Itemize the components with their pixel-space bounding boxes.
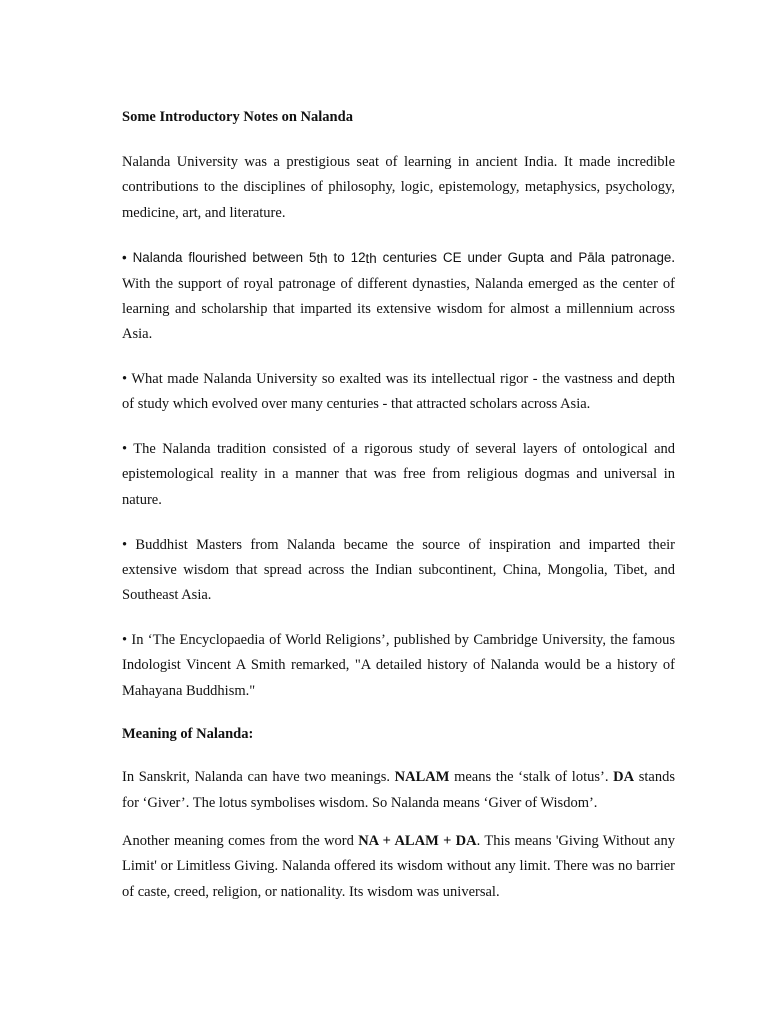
bullet-flourished-patronage: centuries CE under Gupta and Pāla patronage [376,250,672,266]
term-da: DA [613,769,635,786]
meaning-paragraph-2 [122,829,675,905]
meaning2-text-a: Another meaning comes from the word [122,832,359,849]
meaning1-text-b: means the ‘stalk of lotus’. [449,769,614,786]
term-na-alam-da: NA + ALAM + DA [358,832,477,849]
meaning1-text-c: stands for ‘Giver’. The lotus symbolises wisdom. So Nalanda means ‘Giver of Wisdom’. [122,769,675,811]
bullet-flourished-mid: to 12 [327,250,366,266]
intro-paragraph: Nalanda University was a prestigious seat of learning in ancient India. It made incredible contributions to the disciplines of philosophy, logic, epistemology, metaphysics, psychology, medicine, art, and literature. [122,154,675,221]
bullet-flourished [122,245,675,347]
bullet-masters: • Buddhist Masters from Nalanda became the source of inspiration and imparted their extensive wisdom that spread across the Indian subcontinent, China, Mongolia, Tibet, and Southeast Asia. [122,536,675,604]
superscript-th: th [365,251,377,267]
document-page [122,106,675,924]
bullet-flourished-rest: . With the support of royal patronage of different dynasties, Nalanda emerged as the center of learning and scholarship that imparted its extensive wisdom for almost a millennium across Asia. [122,250,675,343]
superscript-th: th [316,251,328,267]
term-nalam: NALAM [394,769,450,786]
bullet-flourished-prefix: • Nalanda flourished between 5 [122,250,317,266]
meaning1-text-a: In Sanskrit, Nalanda can have two meanings. [122,769,395,786]
document-title: Some Introductory Notes on Nalanda [122,109,353,125]
bullet-tradition: • The Nalanda tradition consisted of a rigorous study of several layers of ontological and epistemological reality in a manner that was free from religious dogmas and universal in nature. [122,441,675,508]
meaning-paragraph-1 [122,765,675,816]
bullet-exalted: • What made Nalanda University so exalted was its intellectual rigor - the vastness and depth of study which evolved over many centuries - that attracted scholars across Asia. [122,371,675,413]
meaning2-text-b: . This means 'Giving Without any Limit' or Limitless Giving. Nalanda offered its wisdom without any limit. There was no barrier of caste, creed, religion, or nationality. Its wisdom was universal. [122,832,675,900]
bullet-encyclopaedia: • In ‘The Encyclopaedia of World Religions’, published by Cambridge University, the famous Indologist Vincent A Smith remarked, "A detailed history of Nalanda would be a history of Mahayana Buddhism." [122,631,675,699]
meaning-heading: Meaning of Nalanda: [122,726,254,743]
